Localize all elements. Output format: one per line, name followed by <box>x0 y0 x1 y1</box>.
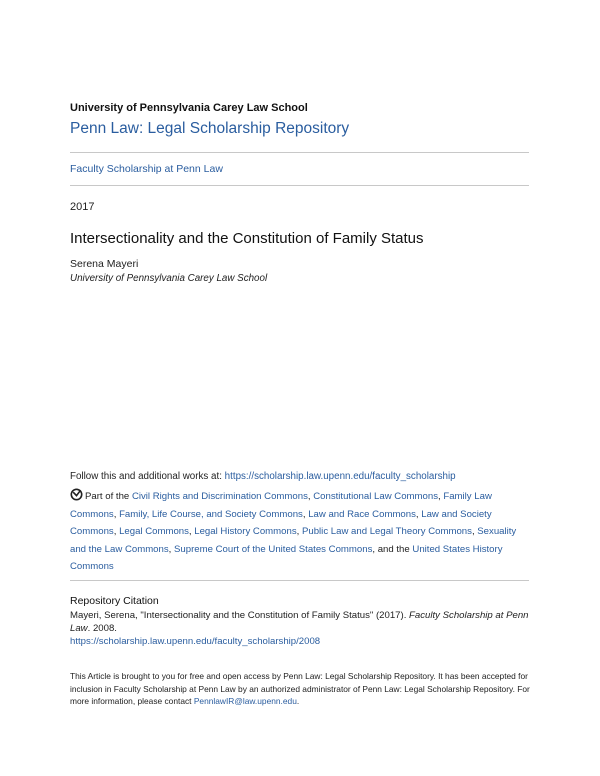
commons-link[interactable]: Family Law Commons <box>70 491 492 520</box>
commons-link[interactable]: Civil Rights and Discrimination Commons <box>131 491 308 502</box>
series-link[interactable]: Faculty Scholarship at Penn Law <box>70 163 223 175</box>
author-name: Serena Mayeri <box>70 258 139 270</box>
commons-link[interactable]: Legal History Commons <box>194 526 297 537</box>
commons-link[interactable]: Family, Life Course, and Society Commons <box>119 508 303 520</box>
author-affiliation: University of Pennsylvania Carey Law School <box>70 273 268 284</box>
commons-link[interactable]: Public Law and Legal Theory Commons <box>301 526 472 537</box>
repository-link[interactable]: Penn Law: Legal Scholarship Repository <box>70 120 350 137</box>
commons-link[interactable]: Supreme Court of the United States Commons <box>174 543 373 555</box>
divider <box>70 185 529 186</box>
open-access-icon <box>70 488 83 501</box>
publication-year: 2017 <box>70 201 95 213</box>
part-of-commons: Part of the Civil Rights and Discrimination Commons, Constitutional Law Commons, Family Law Commons, Family, Life Course, and Society Commons, Law and Race Commons, Law and Society Commons, Legal Commons, Legal History Commons, Public Law and Legal Theory Commons, Sexuality and the Law Commons, Supreme Court of the United States Commons, and the United States History Commons <box>70 488 532 576</box>
footer-note: This Article is brought to you for free and open access by Penn Law: Legal Scholarship Repository. It has been accepted for inclusion in Faculty Scholarship at Penn Law by an authorized administrator of Penn Law: Legal Scholarship Repository. For more information, please contact PennlawIR@law.upenn.edu. <box>70 671 530 706</box>
divider <box>70 152 529 153</box>
commons-link[interactable]: United States History Commons <box>70 543 503 572</box>
citation-url-link[interactable]: https://scholarship.law.upenn.edu/faculty_scholarship/2008 <box>70 636 321 647</box>
citation-text: Mayeri, Serena, "Intersectionality and the Constitution of Family Status" (2017). Faculty Scholarship at Penn Law. 2008. <box>70 610 529 634</box>
commons-link[interactable]: Sexuality and the Law Commons <box>70 526 517 555</box>
follow-url-link[interactable]: https://scholarship.law.upenn.edu/faculty_scholarship <box>224 471 456 482</box>
commons-link[interactable]: Law and Society Commons <box>70 508 492 537</box>
citation-series: Faculty Scholarship at Penn Law <box>70 610 529 634</box>
follow-label: Follow this and additional works at: <box>70 471 222 482</box>
divider <box>70 580 529 581</box>
follow-line <box>70 471 456 482</box>
commons-link[interactable]: Constitutional Law Commons <box>313 491 439 502</box>
commons-link[interactable]: Legal Commons <box>119 526 189 537</box>
part-of-prefix: Part of the <box>85 491 130 502</box>
article-title: Intersectionality and the Constitution of Family Status <box>70 230 424 247</box>
contact-email-link[interactable]: PennlawIR@law.upenn.edu <box>193 696 297 706</box>
citation-heading: Repository Citation <box>70 595 159 607</box>
institution-name: University of Pennsylvania Carey Law School <box>70 102 308 114</box>
commons-link[interactable]: Law and Race Commons <box>308 508 416 520</box>
